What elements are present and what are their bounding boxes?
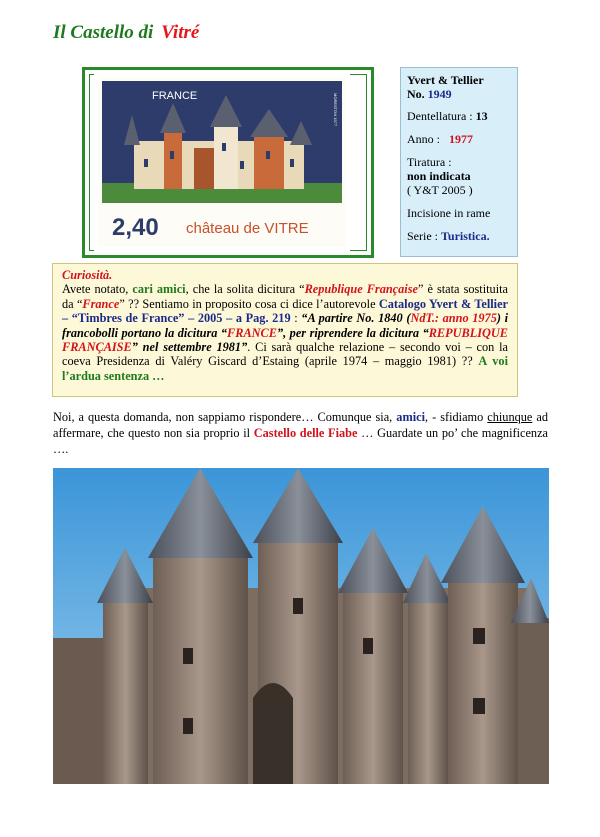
year-label: Anno : — [407, 132, 440, 146]
curiosity-text: Avete notato, cari amici, che la solita dicitura “Republique Française” è stata sostituita da “France” ?? Sentiamo in proposito cosa ci dice l’autorevole Catalogo Yvert & Tellier – “Timbres de France” – 2005 – a Pag. 219 : “A partire No. 1840 (NdT.: anno 1975) i francobolli portano la dicitura “FRANCE”, per riprendere la dicitura “REPUBLIQUE FRANÇAISE” nel settembre 1981”. Ci sarà qualche relazione – secondo voi – con la coeva Presidenza di Valéry Giscard d’Estaing (aprile 1974 – maggio 1981) ?? A voi l’ardua sentenza … — [62, 282, 509, 383]
curiosity-heading: Curiosità. — [62, 268, 113, 282]
series-value: Turistica. — [441, 229, 490, 243]
perforation-value: 13 — [475, 109, 488, 123]
body-paragraph: Noi, a questa domanda, non sappiamo rispondere… Comunque sia, amici, - sfidiamo chiunque ad affermare, che questo non sia proprio il Castello delle Fiabe … Guardate un po’ che magnificenza …. — [53, 410, 548, 456]
print-run-label: Tiratura : — [407, 155, 452, 169]
page-title — [53, 22, 199, 44]
number-value: 1949 — [427, 87, 452, 101]
stamp-caption: château de VITRE — [186, 220, 309, 237]
number-label: No. — [407, 87, 425, 101]
series-label: Serie : — [407, 229, 438, 243]
perforation-label: Dentellatura : — [407, 109, 473, 123]
stamp-info-box — [400, 67, 518, 257]
engraving-text: Incisione in rame — [407, 206, 491, 220]
stamp-value: 2,40 — [112, 214, 159, 241]
catalog-label: Yvert & Tellier — [407, 73, 484, 87]
page-title-part1: Il Castello di — [53, 22, 154, 43]
castle-photo — [53, 468, 549, 784]
year-value: 1977 — [449, 132, 473, 146]
print-run-source: ( Y&T 2005 ) — [407, 183, 473, 197]
page-title-part2: Vitré — [161, 22, 200, 43]
stamp-image — [94, 73, 350, 251]
print-run-value: non indicata — [407, 169, 471, 183]
stamp-country: FRANCE — [152, 90, 198, 102]
curiosity-box — [52, 263, 518, 397]
stamp-designer: MORESTON 1977 — [333, 93, 338, 127]
